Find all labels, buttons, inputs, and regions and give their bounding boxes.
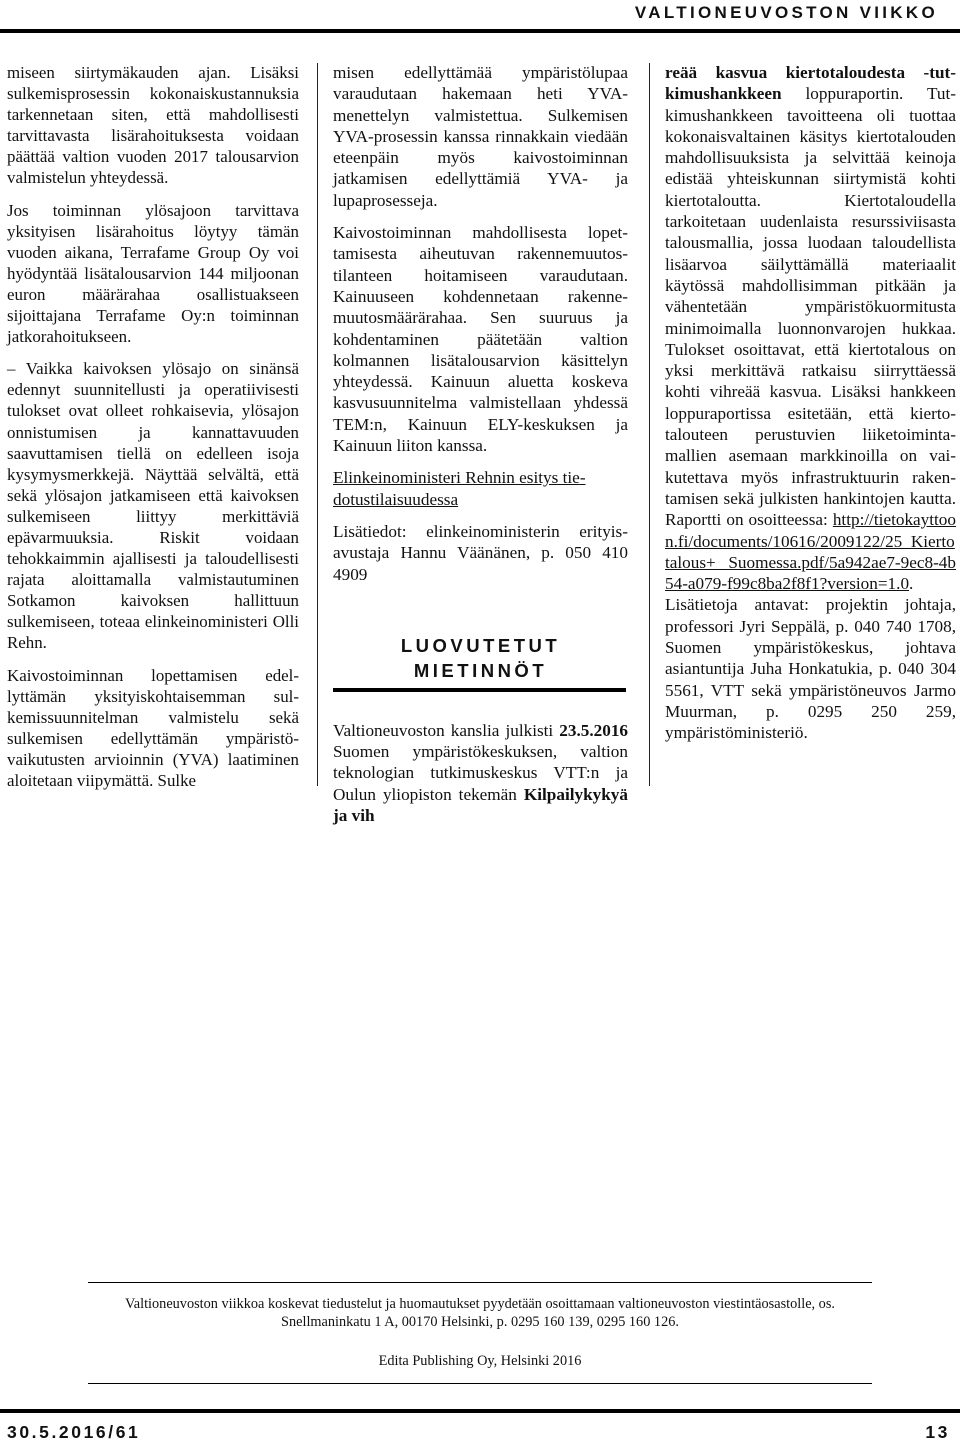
section-heading-block — [333, 633, 628, 692]
column-divider — [649, 63, 650, 786]
footer-info-box — [88, 1282, 872, 1384]
contact-info: Lisätietoja antavat: projektin johtaja, professori Jyri Seppälä, p. 040 740 1708, Suomen ympäristökeskus, johtava asiantuntija Juha Honkatukia, p. 040 304 5561, VTT sekä ympäristöneuvos Jarmo Muurman, p. 0295 250 259, ympäristöministeriö. — [665, 595, 956, 743]
report-url-link[interactable]: http://tietokayttoon.fi/documents/10616/2009122/25_Kiertotalous+ Suomessa.pdf/5a942ae7-9ec8-4b54-a079-f99c8ba2f8f1?version=1.0 — [665, 510, 956, 594]
printer-info: Edita Publishing Oy, Helsinki 2016 — [378, 1353, 582, 1369]
column-1 — [7, 62, 299, 802]
report-title-end: reää kasvua kiertotaloudesta -tutkimushankkeen — [665, 63, 956, 104]
issue-date: 30.5.2016/61 — [7, 1422, 141, 1442]
column-divider — [317, 63, 318, 786]
paragraph: Kaivostoiminnan lopettamisen edellyttämän yksityiskohtaisemman sulkemissuunnitelman valmistelu sekä sulkemisen edellyttämän ympäristövaikutusten arvioinnin (YVA) laatiminen aloitetaan viipymättä. Sulke — [7, 665, 299, 790]
bottom-bar — [0, 1409, 960, 1453]
page-number: 13 — [925, 1422, 950, 1442]
publication-title: VALTIONEUVOSTON VIIKKO — [634, 3, 938, 22]
column-3 — [665, 62, 956, 755]
section-rule — [333, 688, 626, 692]
column-2 — [333, 62, 628, 837]
section-heading: LUOVUTETUT MIETINNÖT — [400, 634, 561, 681]
header-rule — [0, 29, 960, 33]
paragraph: Jos toiminnan ylösajoon tarvittava yksityisen lisärahoitus löytyy tämän vuoden aikana, Terrafame Group Oy voi hyödyntää lisätalousarvion 144 miljoonan euron määrärahaa osallistuakseen sijoittajana Terrafame Oy:n toiminnan jatkorahoitukseen. — [7, 200, 299, 347]
paragraph: misen edellyttämää ympäristölupaa varaudutaan hakemaan heti YVA-menettelyn valmistettua. Sulkemisen YVA-prosessin kanssa rinnakkain viedään eteenpäin myös kaivostoiminnan jatkamisen edellyttämiä YVA- ja lupaprosesseja. — [333, 63, 628, 210]
contact-info: Lisätiedot: elinkeinoministerin erityisavustaja Hannu Väänänen, p. 050 410 4909 — [333, 521, 628, 584]
paragraph: Valtioneuvoston kanslia julkisti 23.5.2016 Suomen ympäristökeskuksen, valtion teknologian tutkimuskeskus VTT:n ja Oulun yliopiston tekemän Kilpailykykyä ja vih — [333, 720, 628, 826]
quote-paragraph: – Vaikka kaivoksen ylösajo on sinänsä edennyt suunnitellusti ja operatiivisesti tulokset ovat olleet rohkaisevia, ylösajon onnistumisen ja kannattavuuden saavuttamisen tiellä on edelleen isoja kysymysmerkkejä. Näyttää selvältä, että sekä ylösajon jatkamiseen että kaivoksen sulkemiseen liittyy merkittäviä epävarmuuksia. Riskit voidaan tehokkaimmin ajallisesti ja taloudellisesti rajata aloittamalla valmistautuminen Sotkamon kaivoksen hallittuun sulkemiseen, toteaa elinkeinoministeri Olli Rehn. — [7, 359, 299, 653]
report-title-start: Kilpailykykyä ja vih — [333, 784, 628, 826]
paragraph: miseen siirtymäkauden ajan. Lisäksi sulkemisprosessin kokonaiskustannuksia tarkennetaan siten, että mahdollisesti tarvittavasta lisärahoituksesta voidaan päättää valtion vuoden 2017 talousarvion valmistelun yhteydessä. — [7, 63, 299, 188]
press-conference-link[interactable]: Elinkeinoministeri Rehnin esitys tiedotustilaisuudessa — [333, 468, 586, 509]
paragraph: reää kasvua kiertotaloudesta -tutkimushankkeen loppuraportin. Tutkimushankkeen tavoitteena oli tuottaa kokonaisvaltainen käsitys kiertotalouden mahdollisuuksista ja selvittää keinoja edistää yhteiskunnan siirtymistä kohti kiertotaloutta. Kiertotaloudella tarkoitetaan uudenlaista resurssiviisasta talousmallia, jossa luodaan taloudellista lisäarvoa säilyttämällä materiaalit käytössä mahdollisimman pitkään ja vähentetään ympäristökuormitusta minimoimalla luonnonvarojen hukkaa. Tulokset osoittavat, että kiertotalous on yksi merkittävä ratkaisu siirryttäessä kohti vihreää kasvua. Lisäksi hankkeen loppuraportissa esitetään, että kiertotalouteen perustuvien liiketoimintamallien asemaan markkinoilla on vaikutettava myös infrastruktuurin rakentamisen sekä julkisten hankintojen kautta. Raportti on osoitteessa: http://tietokayttoon.fi/documents/10616/2009122/25_Kiertotalous+ Suomessa.pdf/5a942ae7-9ec8-4b54-a079-f99c8ba2f8f1?version=1.0. — [665, 63, 956, 594]
paragraph: Kaivostoiminnan mahdollisesta lopettamisesta aiheutuvan rakennemuutostilanteen hoitamiseen varaudutaan. Kainuuseen kohdennetaan rakennemuutosmäärärahaa. Sen suuruus ja kohdentaminen päätetään valtion kolmannen lisätalousarvion käsittelyn yhteydessä. Kainuun aluetta koskeva kasvusuunnitelma valmistellaan yhdessä TEM:n, Kainuun ELY-keskuksen ja Kainuun liiton kanssa. — [333, 223, 628, 456]
footer-contact-text: Valtioneuvoston viikkoa koskevat tiedustelut ja huomautukset pyydetään osoittamaan valtioneuvoston viestintäosastolle, os. Snellmaninkatu 1 A, 00170 Helsinki, p. 0295 160 139, 0295 160 126. — [125, 1296, 835, 1330]
publication-date: 23.5.2016 — [559, 720, 628, 740]
